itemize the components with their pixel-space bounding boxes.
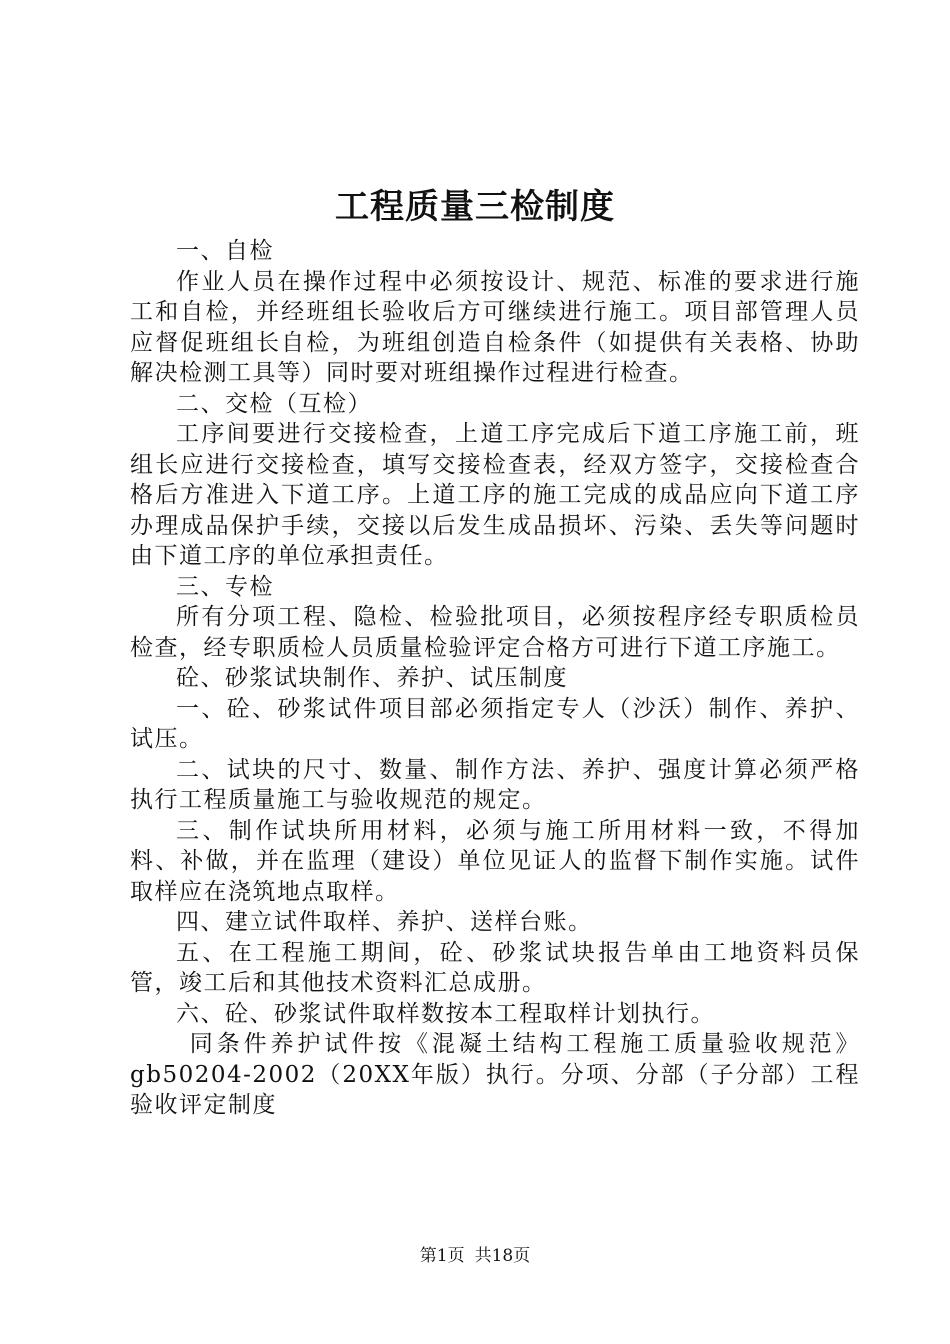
section-heading-test-block-system: 砼、砂浆试块制作、养护、试压制度 (176, 665, 568, 691)
paragraph-test-block-3: 三、制作试块所用材料，必须与施工所用材料一致，不得加料、补做，并在监理（建设）单位见证人的监督下制作实施。试件取样应在浇筑地点取样。 (130, 817, 860, 905)
paragraph-test-block-6: 六、砼、砂浆试件取样数按本工程取样计划执行。 (176, 1000, 715, 1027)
paragraph-curing-specimens: 同条件养护试件按《混凝土结构工程施工质量验收规范》gb50204-2002（20XX年版）执行。分项、分部（子分部）工程验收评定制度 (130, 1031, 860, 1118)
paragraph-handover-inspection: 工序间要进行交接检查，上道工序完成后下道工序施工前，班组长应进行交接检查，填写交接检查表，经双方签字，交接检查合格后方准进入下道工序。上道工序的施工完成的成品应向下道工序办理成品保护手续，交接以后发生成品损坏、污染、丢失等问题时由下道工序的单位承担责任。 (130, 421, 860, 569)
paragraph-test-block-5: 五、在工程施工期间，砼、砂浆试块报告单由工地资料员保管，竣工后和其他技术资料汇总成册。 (130, 939, 860, 996)
page-footer (0, 1244, 950, 1268)
paragraph-test-block-1: 一、砼、砂浆试件项目部必须指定专人（沙沃）制作、养护、试压。 (130, 695, 860, 752)
paragraph-self-inspection: 作业人员在操作过程中必须按设计、规范、标准的要求进行施工和自检，并经班组长验收后方可继续进行施工。项目部管理人员应督促班组长自检，为班组创造自检条件（如提供有关表格、协助解决检测工具等）同时要对班组操作过程进行检查。 (130, 268, 860, 386)
section-heading-self-inspection: 一、自检 (176, 238, 274, 264)
page-number-current: 第1页 (419, 1246, 465, 1266)
document-title: 工程质量三检制度 (335, 187, 615, 227)
paragraph-special-inspection: 所有分项工程、隐检、检验批项目，必须按程序经专职质检员检查，经专职质检人员质量检验评定合格方可进行下道工序施工。 (130, 604, 860, 661)
section-heading-handover-inspection: 二、交检（互检） (176, 390, 372, 417)
page-number-total: 共18页 (474, 1246, 531, 1266)
paragraph-test-block-2: 二、试块的尺寸、数量、制作方法、养护、强度计算必须严格执行工程质量施工与验收规范的规定。 (130, 756, 860, 813)
document-body (130, 236, 860, 1121)
paragraph-test-block-4: 四、建立试件取样、养护、送样台账。 (176, 909, 593, 935)
section-heading-special-inspection: 三、专检 (176, 573, 274, 600)
